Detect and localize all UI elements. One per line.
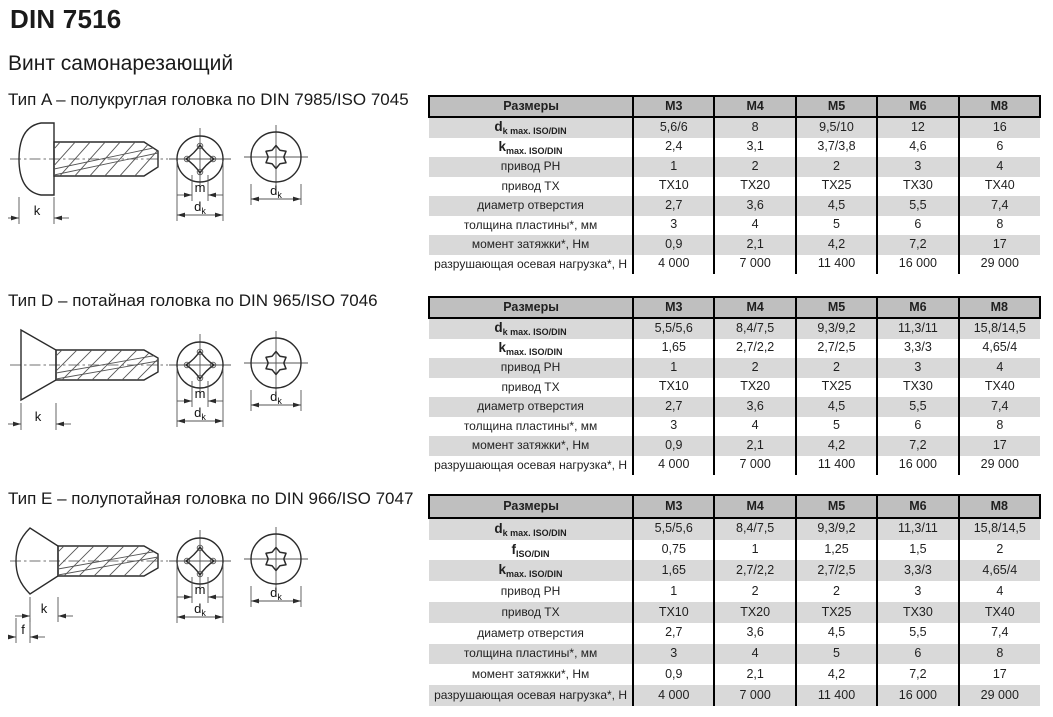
- row-label-k: $k_{max. ISO/DIN}$: [498, 339, 563, 357]
- screw-drawing: [8, 516, 328, 661]
- section-heading-D: Тип D – потайная головка по DIN 965/ISO 7046: [8, 291, 378, 310]
- value-cell: TX25: [796, 378, 877, 398]
- table-row-k: [429, 560, 1040, 581]
- table-row-ph: [429, 358, 1040, 378]
- value-cell: 4,65/4: [959, 339, 1040, 359]
- table-row-k: [429, 138, 1040, 158]
- value-cell: TX25: [796, 602, 877, 623]
- value-cell: 1: [714, 540, 795, 561]
- table-row-plate: [429, 417, 1040, 437]
- table-row-torque: [429, 235, 1040, 255]
- value-cell: TX30: [877, 177, 958, 197]
- table-row-k: [429, 339, 1040, 359]
- table-row-tx: [429, 378, 1040, 398]
- header-cell-M5: M5: [796, 495, 877, 518]
- table-row-hole: [429, 623, 1040, 644]
- value-cell: 0,9: [633, 235, 714, 255]
- value-cell: 4,2: [796, 664, 877, 685]
- phillips-drive-view: [169, 334, 231, 427]
- value-cell: 16 000: [877, 685, 958, 706]
- header-cell-M5: M5: [796, 96, 877, 117]
- value-cell: 4: [714, 644, 795, 665]
- table-row-load: [429, 255, 1040, 275]
- screw-views-svg: [8, 516, 328, 656]
- value-cell: TX30: [877, 602, 958, 623]
- dimension-label: m: [194, 180, 206, 195]
- value-cell: 16 000: [877, 456, 958, 476]
- value-cell: 0,75: [633, 540, 714, 561]
- value-cell: TX40: [959, 177, 1040, 197]
- page-subtitle: Винт самонарезающий: [8, 52, 234, 75]
- dimension-label: m: [194, 582, 206, 597]
- value-cell: TX40: [959, 378, 1040, 398]
- value-cell: 6: [877, 216, 958, 236]
- row-label-hole: диаметр отверстия: [477, 625, 584, 640]
- header-cell-M5: M5: [796, 297, 877, 318]
- table-row-hole: [429, 397, 1040, 417]
- value-cell: 11 400: [796, 255, 877, 275]
- value-cell: 2,7/2,2: [714, 339, 795, 359]
- phillips-drive-view: [169, 128, 231, 221]
- value-cell: 29 000: [959, 456, 1040, 476]
- value-cell: 2,4: [633, 138, 714, 158]
- header-cell-sizes: Размеры: [429, 297, 633, 318]
- value-cell: 7,2: [877, 235, 958, 255]
- value-cell: 3,7/3,8: [796, 138, 877, 158]
- header-cell-M4: M4: [714, 297, 795, 318]
- value-cell: TX20: [714, 378, 795, 398]
- value-cell: 2,1: [714, 436, 795, 456]
- table-row-hole: [429, 196, 1040, 216]
- value-cell: 5,5: [877, 623, 958, 644]
- value-cell: 0,9: [633, 664, 714, 685]
- value-cell: 4 000: [633, 685, 714, 706]
- value-cell: TX25: [796, 177, 877, 197]
- value-cell: 3,3/3: [877, 560, 958, 581]
- row-label-torque: момент затяжки*, Нм: [471, 667, 590, 682]
- value-cell: 7,4: [959, 623, 1040, 644]
- dimension-label-dk: $d_k$: [270, 585, 282, 602]
- header-cell-M3: M3: [633, 495, 714, 518]
- value-cell: 4 000: [633, 456, 714, 476]
- dimensions-table: [428, 95, 1041, 274]
- value-cell: 4,5: [796, 623, 877, 644]
- header-cell-M8: M8: [959, 495, 1040, 518]
- value-cell: TX40: [959, 602, 1040, 623]
- value-cell: 5,5/5,6: [633, 518, 714, 540]
- value-cell: 3: [877, 157, 958, 177]
- value-cell: 3,6: [714, 397, 795, 417]
- value-cell: 4,5: [796, 397, 877, 417]
- table-row-tx: [429, 602, 1040, 623]
- value-cell: 4: [959, 358, 1040, 378]
- row-label-dk: $d_{k max. ISO/DIN}$: [429, 318, 633, 339]
- value-cell: 2: [796, 157, 877, 177]
- phillips-drive-view: [169, 530, 231, 623]
- screw-drawing: [8, 114, 328, 239]
- dimension-label-dk: $d_k$: [270, 183, 282, 200]
- value-cell: 2,1: [714, 664, 795, 685]
- row-label-plate: толщина пластины*, мм: [463, 418, 598, 433]
- value-cell: 11 400: [796, 685, 877, 706]
- value-cell: 3: [633, 417, 714, 437]
- value-cell: 17: [959, 436, 1040, 456]
- value-cell: 2,7: [633, 397, 714, 417]
- value-cell: 7 000: [714, 685, 795, 706]
- value-cell: 6: [877, 417, 958, 437]
- value-cell: 3: [633, 216, 714, 236]
- value-cell: TX10: [633, 602, 714, 623]
- value-cell: 6: [959, 138, 1040, 158]
- value-cell: 15,8/14,5: [959, 518, 1040, 540]
- row-label-plate: толщина пластины*, мм: [429, 644, 633, 665]
- value-cell: 4: [714, 417, 795, 437]
- header-cell-M8: M8: [959, 297, 1040, 318]
- value-cell: 2: [714, 581, 795, 602]
- value-cell: 8: [959, 216, 1040, 236]
- table-row-tx: [429, 177, 1040, 197]
- row-label-f: $f_{ISO/DIN}$: [511, 541, 550, 559]
- row-label-plate: толщина пластины*, мм: [463, 217, 598, 232]
- row-label-ph: привод PH: [429, 157, 633, 177]
- dimension-label: k: [40, 601, 48, 616]
- value-cell: 1: [633, 157, 714, 177]
- row-label-tx: привод TX: [429, 602, 633, 623]
- value-cell: 2: [714, 358, 795, 378]
- table-row-ph: [429, 157, 1040, 177]
- value-cell: 11 400: [796, 456, 877, 476]
- value-cell: 2,7: [633, 196, 714, 216]
- table-row-dk: [429, 518, 1040, 540]
- dimension-label: m: [194, 386, 206, 401]
- value-cell: 5,5: [877, 397, 958, 417]
- value-cell: 5: [796, 417, 877, 437]
- header-cell-M6: M6: [877, 96, 958, 117]
- section-heading-E: Тип E – полупотайная головка по DIN 966/ISO 7047: [8, 489, 414, 508]
- table-row-dk: [429, 318, 1040, 339]
- value-cell: TX30: [877, 378, 958, 398]
- value-cell: 1: [633, 581, 714, 602]
- screw-drawing: [8, 320, 328, 445]
- value-cell: 3,6: [714, 196, 795, 216]
- table-row-load: [429, 456, 1040, 476]
- value-cell: 5,5: [877, 196, 958, 216]
- row-label-dk: $d_{k max. ISO/DIN}$: [429, 518, 633, 540]
- value-cell: 4: [714, 216, 795, 236]
- value-cell: TX10: [633, 378, 714, 398]
- value-cell: 3: [877, 358, 958, 378]
- value-cell: 7,2: [877, 664, 958, 685]
- value-cell: 2: [796, 358, 877, 378]
- value-cell: 4,6: [877, 138, 958, 158]
- torx-drive-view: [244, 331, 308, 411]
- value-cell: 16 000: [877, 255, 958, 275]
- dimensions-table: [428, 296, 1041, 475]
- screw-side-view: [8, 528, 186, 643]
- dimension-label-dk: $d_k$: [194, 601, 206, 618]
- table-header-row: [429, 96, 1040, 117]
- value-cell: 3: [877, 581, 958, 602]
- screw-views-svg: [8, 114, 328, 234]
- value-cell: 2: [796, 581, 877, 602]
- row-label-ph: привод PH: [500, 583, 561, 598]
- value-cell: 1,25: [796, 540, 877, 561]
- value-cell: 4,65/4: [959, 560, 1040, 581]
- row-label-torque: момент затяжки*, Нм: [429, 436, 633, 456]
- value-cell: 2,7: [633, 623, 714, 644]
- value-cell: 1: [633, 358, 714, 378]
- value-cell: 7 000: [714, 456, 795, 476]
- value-cell: 2,7/2,5: [796, 560, 877, 581]
- value-cell: 4,2: [796, 235, 877, 255]
- value-cell: 8: [959, 417, 1040, 437]
- row-label-k: $k_{max. ISO/DIN}$: [498, 138, 563, 156]
- dimension-label: k: [34, 409, 42, 424]
- value-cell: TX20: [714, 602, 795, 623]
- torx-drive-view: [244, 125, 308, 205]
- dimension-label-dk: $d_k$: [194, 199, 206, 216]
- value-cell: 2,7/2,5: [796, 339, 877, 359]
- value-cell: 2: [959, 540, 1040, 561]
- value-cell: 4,5: [796, 196, 877, 216]
- value-cell: 8: [959, 644, 1040, 665]
- screw-views-svg: [8, 320, 328, 440]
- table-row-load: [429, 685, 1040, 706]
- value-cell: 4 000: [633, 255, 714, 275]
- value-cell: 16: [959, 117, 1040, 138]
- header-cell-sizes: Размеры: [429, 96, 633, 117]
- value-cell: 2,1: [714, 235, 795, 255]
- value-cell: 11,3/11: [877, 518, 958, 540]
- screw-side-view: [8, 330, 184, 430]
- value-cell: 29 000: [959, 685, 1040, 706]
- table-row-plate: [429, 216, 1040, 236]
- torx-drive-view: [244, 527, 308, 607]
- value-cell: 5,5/5,6: [633, 318, 714, 339]
- value-cell: 4,2: [796, 436, 877, 456]
- table-header-row: [429, 297, 1040, 318]
- value-cell: 4: [959, 157, 1040, 177]
- header-cell-M4: M4: [714, 96, 795, 117]
- row-label-hole: диаметр отверстия: [429, 196, 633, 216]
- value-cell: 6: [877, 644, 958, 665]
- value-cell: 8: [714, 117, 795, 138]
- value-cell: 2,7/2,2: [714, 560, 795, 581]
- row-label-dk: $d_{k max. ISO/DIN}$: [429, 117, 633, 138]
- dimension-label-dk: $d_k$: [270, 389, 282, 406]
- value-cell: 4: [959, 581, 1040, 602]
- row-label-load: разрушающая осевая нагрузка*, Н: [429, 685, 633, 706]
- row-label-load: разрушающая осевая нагрузка*, Н: [434, 457, 627, 472]
- dimensions-table: [428, 494, 1041, 706]
- value-cell: 17: [959, 664, 1040, 685]
- header-cell-M4: M4: [714, 495, 795, 518]
- value-cell: 15,8/14,5: [959, 318, 1040, 339]
- value-cell: 8,4/7,5: [714, 318, 795, 339]
- table-row-f: [429, 540, 1040, 561]
- value-cell: 1,65: [633, 560, 714, 581]
- value-cell: 1,65: [633, 339, 714, 359]
- screw-side-view: [8, 123, 182, 224]
- table-row-ph: [429, 581, 1040, 602]
- value-cell: 3,3/3: [877, 339, 958, 359]
- header-cell-M3: M3: [633, 297, 714, 318]
- value-cell: 3,1: [714, 138, 795, 158]
- value-cell: 1,5: [877, 540, 958, 561]
- header-cell-M6: M6: [877, 495, 958, 518]
- value-cell: 29 000: [959, 255, 1040, 275]
- value-cell: 3: [633, 644, 714, 665]
- value-cell: TX20: [714, 177, 795, 197]
- value-cell: 7,4: [959, 196, 1040, 216]
- row-label-ph: привод PH: [429, 358, 633, 378]
- page-title: DIN 7516: [10, 4, 122, 34]
- value-cell: 7 000: [714, 255, 795, 275]
- value-cell: 9,5/10: [796, 117, 877, 138]
- value-cell: TX10: [633, 177, 714, 197]
- header-cell-M3: M3: [633, 96, 714, 117]
- table-row-dk: [429, 117, 1040, 138]
- table-row-plate: [429, 644, 1040, 665]
- row-label-torque: момент затяжки*, Нм: [429, 235, 633, 255]
- value-cell: 8,4/7,5: [714, 518, 795, 540]
- row-label-load: разрушающая осевая нагрузка*, Н: [434, 256, 627, 271]
- row-label-tx: привод TX: [501, 379, 560, 394]
- value-cell: 7,2: [877, 436, 958, 456]
- value-cell: 9,3/9,2: [796, 318, 877, 339]
- header-cell-M8: M8: [959, 96, 1040, 117]
- row-label-tx: привод TX: [501, 178, 560, 193]
- dimension-label: f: [21, 622, 25, 637]
- table-row-torque: [429, 436, 1040, 456]
- value-cell: 17: [959, 235, 1040, 255]
- value-cell: 5: [796, 216, 877, 236]
- value-cell: 5,6/6: [633, 117, 714, 138]
- table-header-row: [429, 495, 1040, 518]
- table-row-torque: [429, 664, 1040, 685]
- value-cell: 11,3/11: [877, 318, 958, 339]
- value-cell: 9,3/9,2: [796, 518, 877, 540]
- row-label-hole: диаметр отверстия: [429, 397, 633, 417]
- header-cell-sizes: Размеры: [429, 495, 633, 518]
- value-cell: 0,9: [633, 436, 714, 456]
- value-cell: 2: [714, 157, 795, 177]
- value-cell: 5: [796, 644, 877, 665]
- dimension-label: k: [33, 203, 41, 218]
- dimension-label-dk: $d_k$: [194, 405, 206, 422]
- value-cell: 7,4: [959, 397, 1040, 417]
- value-cell: 3,6: [714, 623, 795, 644]
- header-cell-M6: M6: [877, 297, 958, 318]
- section-heading-A: Тип A – полукруглая головка по DIN 7985/ISO 7045: [8, 90, 409, 109]
- row-label-k: $k_{max. ISO/DIN}$: [429, 560, 633, 581]
- value-cell: 12: [877, 117, 958, 138]
